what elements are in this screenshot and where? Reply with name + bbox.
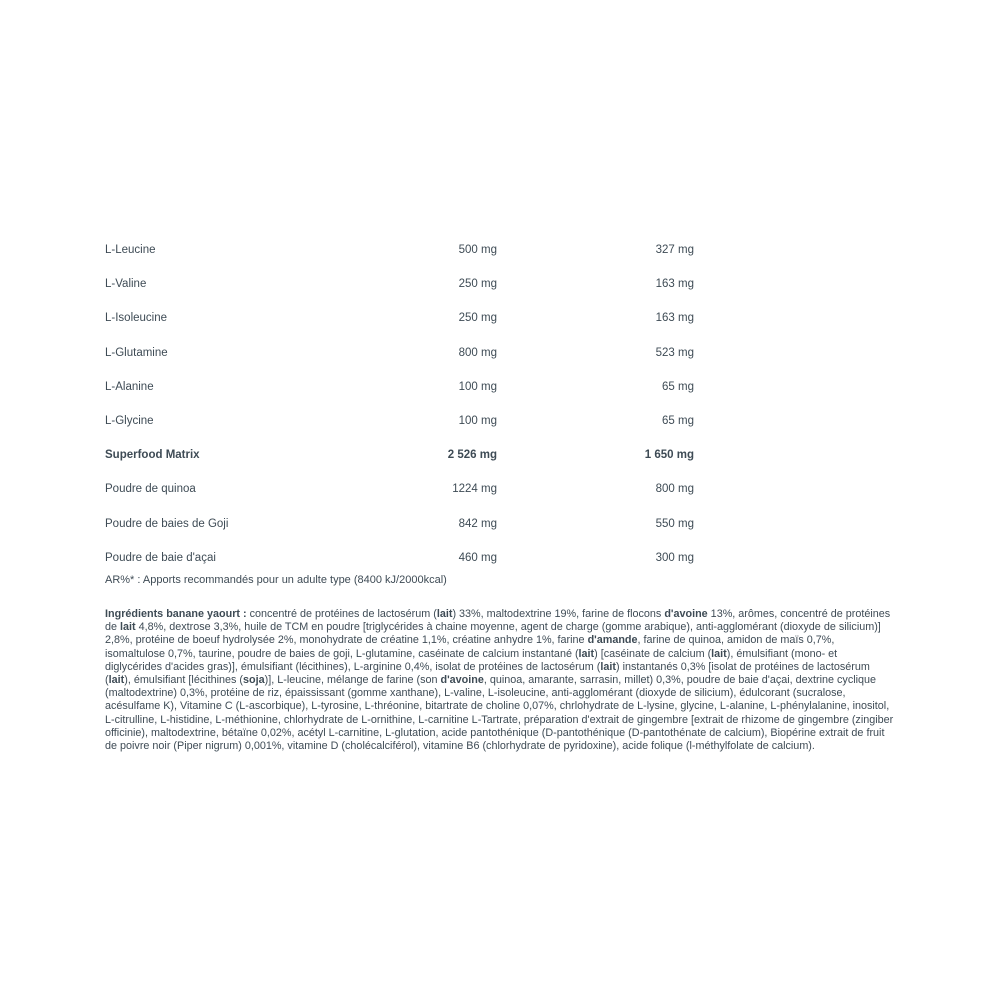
table-row [105,404,694,438]
amount-value-2: 327 mg [655,244,694,257]
ingredient-name: Superfood Matrix [105,449,200,462]
amount-value-2: 300 mg [655,551,694,564]
amount-value-2: 163 mg [655,312,694,325]
table-row [105,301,694,335]
table-row [105,233,694,267]
amount-value-1: 460 mg [458,551,497,564]
amount-value-1: 800 mg [458,346,497,359]
amount-value-1: 1224 mg [452,483,497,496]
ingredient-name: L-Glutamine [105,346,168,359]
ingredient-name: Poudre de baies de Goji [105,517,229,530]
ingredient-name: Poudre de quinoa [105,483,196,496]
amount-value-2: 65 mg [662,380,694,393]
amount-value-1: 100 mg [458,380,497,393]
amount-value-1: 842 mg [458,517,497,530]
ingredient-name: L-Leucine [105,244,156,257]
ar-footnote: AR%* : Apports recommandés pour un adulte type (8400 kJ/2000kcal) [105,574,447,586]
amount-value-1: 500 mg [458,244,497,257]
table-row [105,472,694,506]
ingredient-name: L-Valine [105,278,147,291]
ingredients-paragraph: Ingrédients banane yaourt : concentré de protéines de lactosérum (lait) 33%, maltodextrine 19%, farine de flocons d'avoine 13%, arômes, concentré de protéines de lait 4,8%, dextrose 3,3%, huile de TCM en poudre [triglycérides à chaine moyenne, agent de charge (gomme arabique), anti-agglomérant (dioxyde de silicium)] 2,8%, protéine de boeuf hydrolysée 2%, monohydrate de créatine 1,1%, créatine anhydre 1%, farine d'amande, farine de quinoa, amidon de maïs 0,7%, isomaltulose 0,7%, taurine, poudre de baies de goji, L-glutamine, caséinate de calcium instantané (lait) [caséinate de calcium (lait), émulsifiant (mono- et diglycérides d'acides gras)], émulsifiant (lécithines), L-arginine 0,4%, isolat de protéines de lactosérum (lait) instantanés 0,3% [isolat de protéines de lactosérum (lait), émulsifiant [lécithines (soja)], L-leucine, mélange de farine (son d'avoine, quinoa, amarante, sarrasin, millet) 0,3%, poudre de baie d'açai, dextrine cyclique (maltodextrine) 0,3%, protéine de riz, épaississant (gomme xanthane), L-valine, L-isoleucine, anti-agglomérant (dioxyde de silicium), édulcorant (sucralose, acésulfame K), Vitamine C (L-ascorbique), L-tyrosine, L-thréonine, bitartrate de choline 0,07%, chrlohydrate de L-lysine, glycine, L-alanine, L-phénylalanine, inositol, L-citrulline, L-histidine, L-méthionine, chlorhydrate de L-ornithine, L-carnitine L-Tartrate, préparation d'extrait de gingembre [extrait de rhizome de gingembre (zingiber officinie), maltodextrine, bétaïne 0,02%, acétyl L-carnitine, L-glutation, acide pantothénique (D-pantothénique (D-pantothénate de calcium), Biopérine extrait de fruit de poivre noir (Piper nigrum) 0,001%, vitamine D (cholécalciférol), vitamine B6 (chlorhydrate de pyridoxine), acide folique (l-méthylfolate de calcium). [105,608,894,753]
table-row-superfood-matrix [105,438,694,472]
nutrition-table [105,233,694,575]
ingredient-name: L-Alanine [105,380,154,393]
table-row [105,370,694,404]
table-row [105,507,694,541]
amount-value-2: 550 mg [655,517,694,530]
amount-value-2: 800 mg [655,483,694,496]
ingredient-name: Poudre de baie d'açai [105,551,216,564]
amount-value-2: 1 650 mg [644,449,694,462]
table-row [105,267,694,301]
amount-value-2: 163 mg [655,278,694,291]
table-row [105,541,694,575]
table-row [105,336,694,370]
ingredient-name: L-Glycine [105,415,154,428]
amount-value-2: 65 mg [662,415,694,428]
amount-value-1: 250 mg [458,278,497,291]
amount-value-1: 2 526 mg [447,449,497,462]
amount-value-1: 250 mg [458,312,497,325]
ingredient-name: L-Isoleucine [105,312,168,325]
amount-value-2: 523 mg [655,346,694,359]
amount-value-1: 100 mg [458,415,497,428]
